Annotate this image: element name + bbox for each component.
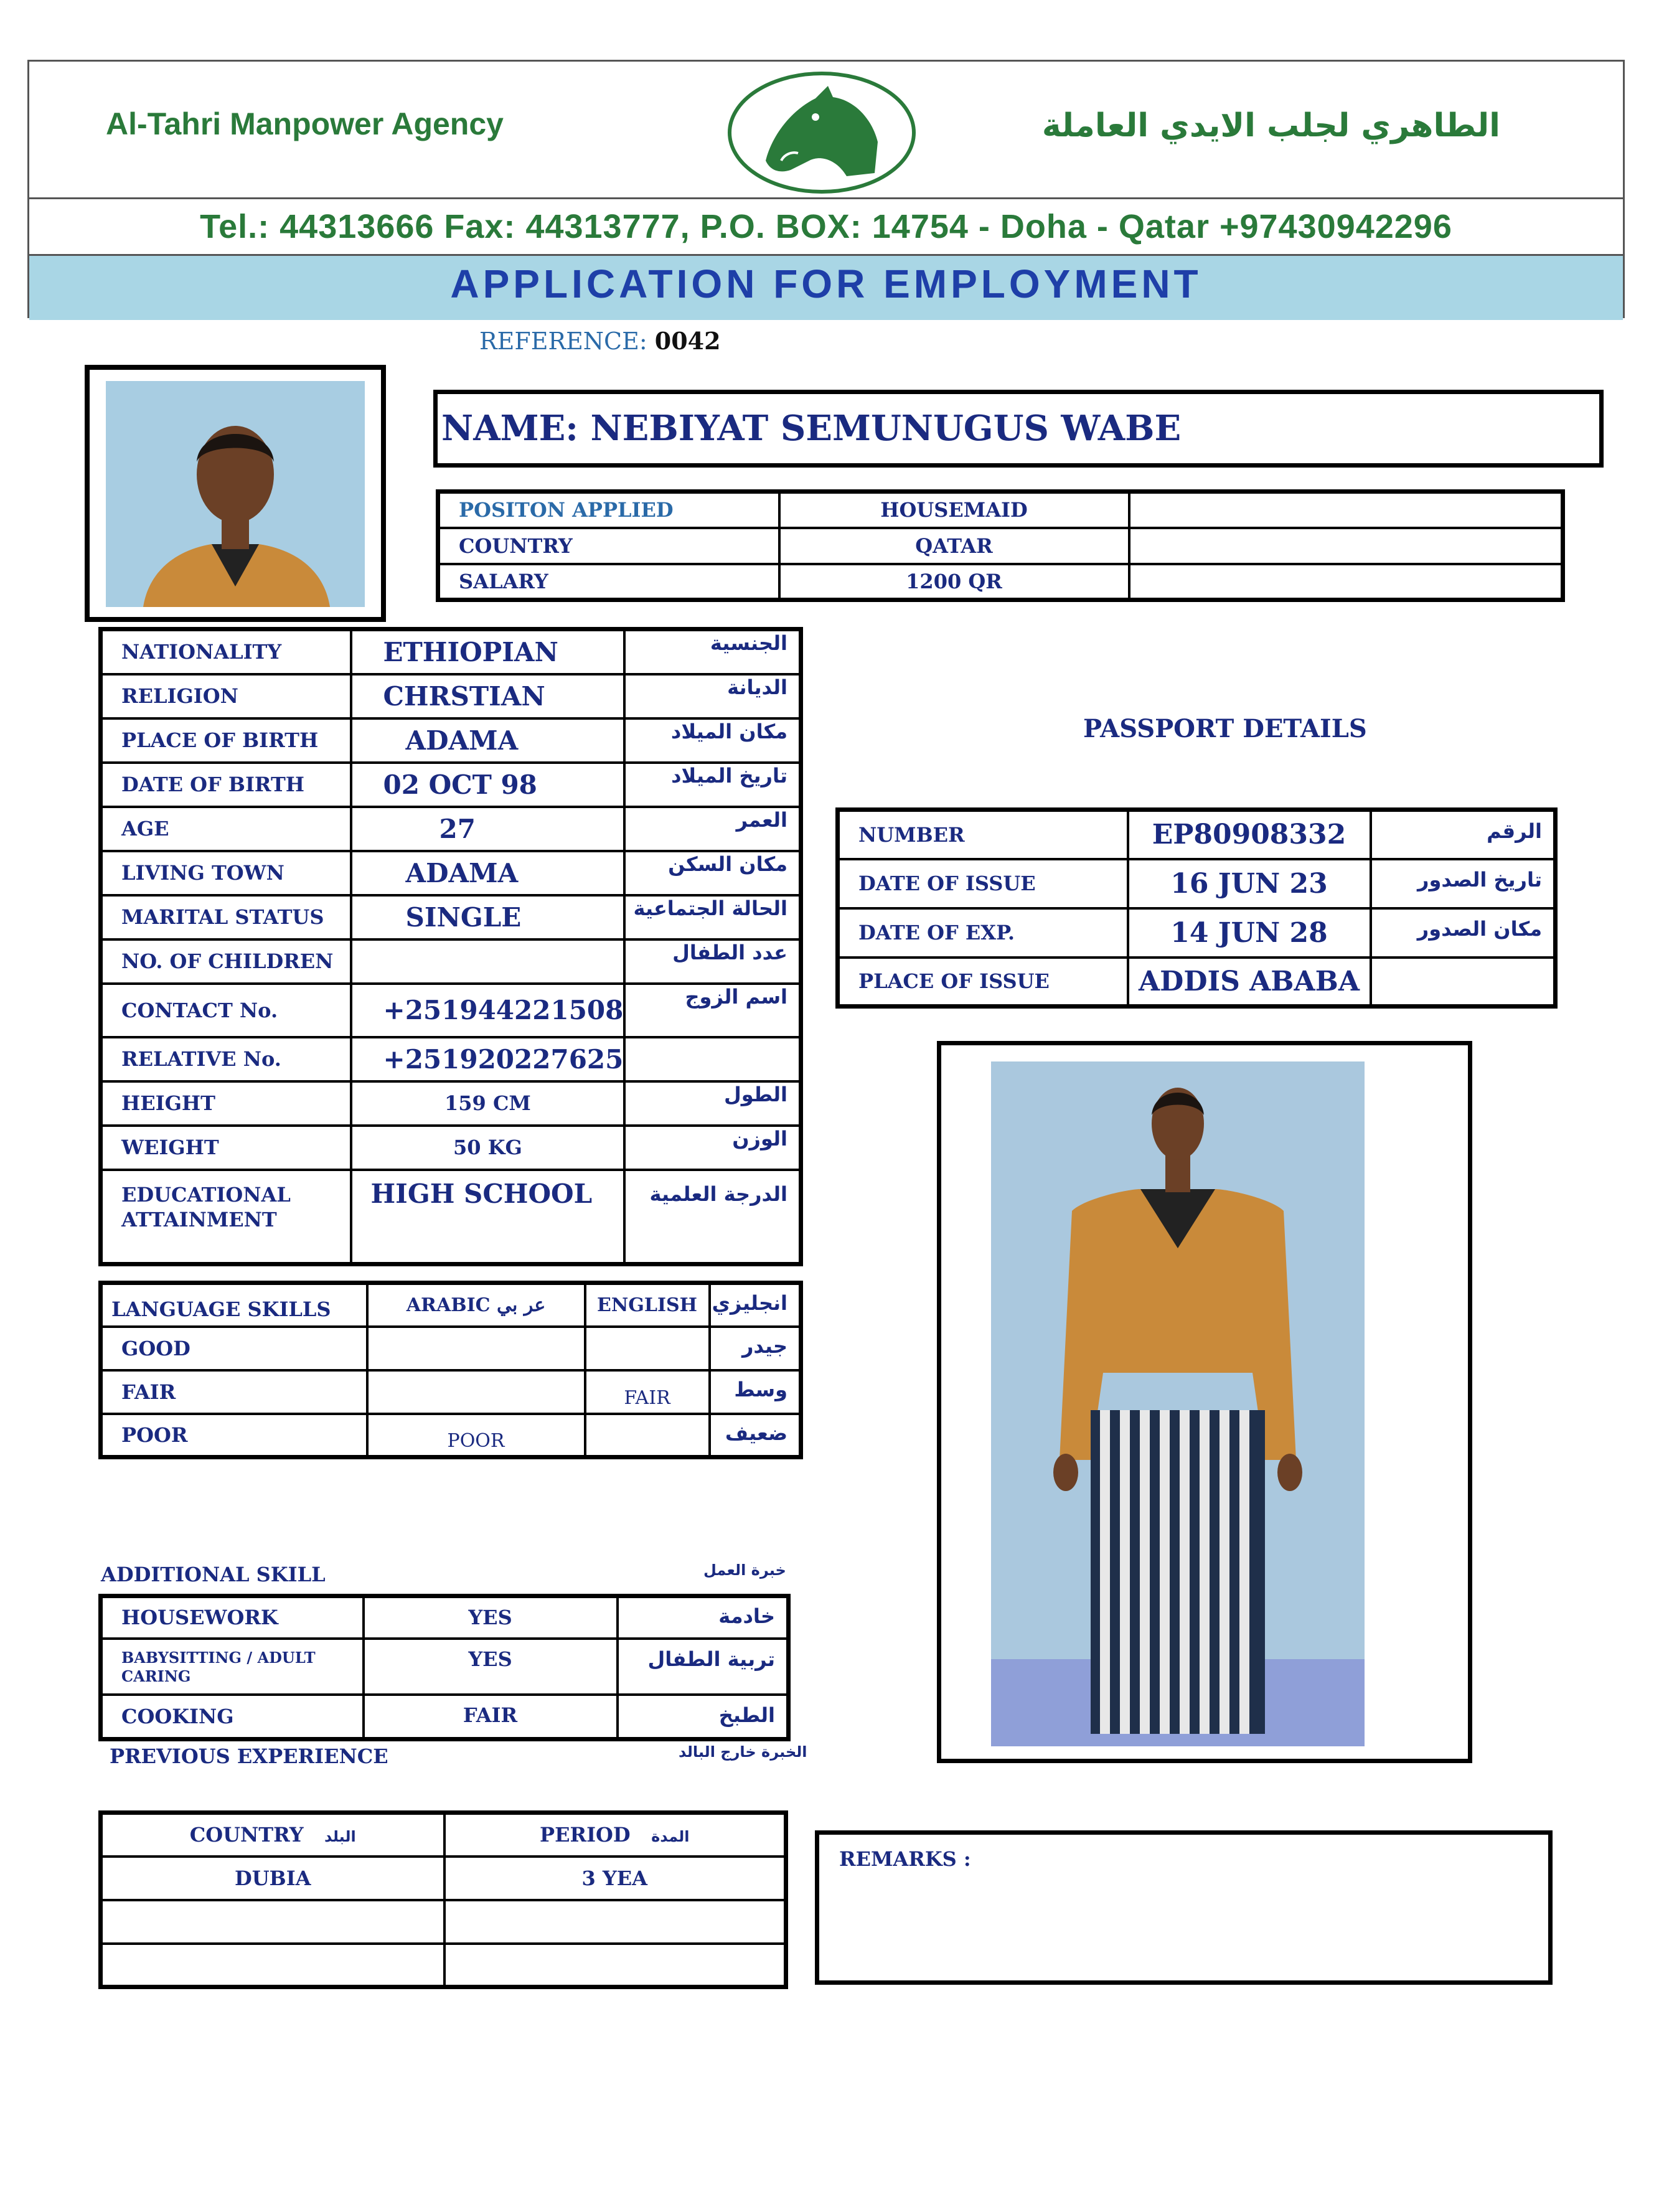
experience-country [101,1944,444,1987]
living-town-value: ADAMA [351,851,625,895]
date-of-birth-value: 02 OCT 98 [351,763,625,807]
remarks-box [815,1830,1553,1985]
experience-header-period [444,1813,786,1857]
additional-skill-title: ADDITIONAL SKILL [101,1563,326,1586]
language-header-label: LANGUAGE SKILLS [101,1283,367,1327]
passport-number-label: NUMBER [838,810,1128,859]
table-row [101,1695,789,1739]
horse-head-logo-icon [722,67,921,198]
table-row [101,1081,801,1126]
personal-details-table [98,627,803,1266]
salary-label: SALARY [438,564,779,600]
language-poor-english [585,1414,710,1457]
nationality-value: ETHIOPIAN [351,629,625,674]
table-row [438,492,1563,528]
position-value: HOUSEMAID [779,492,1129,528]
language-header-arabic: ARABIC عر بي [367,1283,585,1327]
country-label: COUNTRY [438,528,779,564]
table-row [101,674,801,718]
children-ar: عدد الطفال [624,939,801,984]
portrait-photo-frame [85,365,386,622]
language-fair-english: FAIR [585,1370,710,1414]
nationality-label: NATIONALITY [101,629,351,674]
country-extra [1129,528,1563,564]
housework-label: HOUSEWORK [101,1596,364,1639]
babysitting-label-line2: CARING [121,1667,191,1685]
expiry-date-label: DATE OF EXP. [838,908,1128,958]
table-row [101,807,801,851]
housework-ar: خادمة [618,1596,789,1639]
contact-value: +251944221508 [351,984,625,1037]
table-row [838,810,1556,859]
living-town-ar: مكان السكن [624,851,801,895]
date-of-birth-ar: تاريخ الميلاد [624,763,801,807]
name-value: NEBIYAT SEMUNUGUS WABE [590,408,1182,449]
babysitting-ar: تربية الطفال [618,1639,789,1695]
issue-date-ar: تاريخ الصدور [1371,859,1556,908]
language-fair-ar: وسط [710,1370,801,1414]
table-row [101,939,801,984]
experience-country [101,1900,444,1944]
table-row [838,958,1556,1007]
form-title: APPLICATION FOR EMPLOYMENT [29,256,1623,320]
weight-value: 50 KG [351,1126,625,1170]
babysitting-label-line1: BABYSITTING / ADULT [121,1648,316,1667]
religion-ar: الديانة [624,674,801,718]
language-good-arabic [367,1327,585,1370]
table-row [838,908,1556,958]
table-row [101,763,801,807]
applicant-name-box [433,390,1604,468]
religion-label: RELIGION [101,674,351,718]
language-fair-arabic [367,1370,585,1414]
remarks-label: REMARKS : [839,1847,971,1871]
table-row [101,851,801,895]
experience-period-header: PERIOD [540,1823,631,1847]
cooking-label: COOKING [101,1695,364,1739]
language-poor-ar: ضعيف [710,1414,801,1457]
education-label [101,1170,351,1264]
education-label-line1: EDUCATIONAL [121,1182,291,1207]
language-header-english-ar: انجليزي [710,1283,801,1327]
age-label: AGE [101,807,351,851]
weight-label: WEIGHT [101,1126,351,1170]
table-row [101,1944,786,1987]
table-row [101,1370,801,1414]
salary-value: 1200 QR [779,564,1129,600]
language-poor-arabic: POOR [367,1414,585,1457]
previous-experience-title-ar: الخبرة خارج البالد [679,1743,807,1761]
table-row [101,1327,801,1370]
place-of-issue-value: ADDIS ABABA [1128,958,1371,1007]
table-row [438,528,1563,564]
issue-date-label: DATE OF ISSUE [838,859,1128,908]
portrait-photo [106,381,365,607]
experience-period: 3 YEA [444,1857,786,1900]
table-row [101,1857,786,1900]
table-row [101,1126,801,1170]
issue-date-value: 16 JUN 23 [1128,859,1371,908]
place-of-birth-ar: مكان الميلاد [624,718,801,763]
additional-skill-title-ar: خبرة العمل [703,1561,786,1579]
table-row [101,1639,789,1695]
experience-country: DUBIA [101,1857,444,1900]
religion-value: CHRSTIAN [351,674,625,718]
agency-name-ar: الطاهري لجلب الايدي العاملة [1041,107,1500,144]
table-row [101,1170,801,1264]
experience-period [444,1944,786,1987]
experience-table [98,1810,788,1989]
table-row [838,859,1556,908]
table-row [101,1414,801,1457]
cooking-value: FAIR [364,1695,618,1739]
table-row [101,1900,786,1944]
passport-number-ar: الرقم [1371,810,1556,859]
relative-ar [624,1037,801,1081]
language-fair-label: FAIR [101,1370,367,1414]
full-body-photo [991,1061,1365,1746]
passport-table [835,807,1558,1009]
expiry-date-ar: مكان الصدور [1371,908,1556,958]
contact-ar: اسم الزوج [624,984,801,1037]
babysitting-label [101,1639,364,1695]
marital-status-label: MARITAL STATUS [101,895,351,939]
reference-value: 0042 [654,327,721,355]
height-value: 159 CM [351,1081,625,1126]
children-label: NO. OF CHILDREN [101,939,351,984]
passport-title: PASSPORT DETAILS [1083,714,1367,743]
expiry-date-value: 14 JUN 28 [1128,908,1371,958]
nationality-ar: الجنسية [624,629,801,674]
table-row [101,1283,801,1327]
full-body-photo-frame [937,1041,1472,1763]
education-value: HIGH SCHOOL [351,1170,625,1264]
agency-name-en: Al-Tahri Manpower Agency [106,106,504,141]
place-of-birth-label: PLACE OF BIRTH [101,718,351,763]
language-header-english: ENGLISH [585,1283,710,1327]
contact-label: CONTACT No. [101,984,351,1037]
additional-skills-table [98,1594,791,1741]
table-row [101,895,801,939]
cooking-ar: الطبخ [618,1695,789,1739]
contact-line: Tel.: 44313666 Fax: 44313777, P.O. BOX: 14754 - Doha - Qatar +97430942296 [29,199,1623,256]
babysitting-value: YES [364,1639,618,1695]
relative-value: +251920227625 [351,1037,625,1081]
age-value: 27 [351,807,625,851]
position-label: POSITON APPLIED [438,492,779,528]
salary-extra [1129,564,1563,600]
previous-experience-title: PREVIOUS EXPERIENCE [110,1744,388,1768]
place-of-issue-label: PLACE OF ISSUE [838,958,1128,1007]
table-row [438,564,1563,600]
language-good-english [585,1327,710,1370]
position-table [436,489,1565,602]
height-label: HEIGHT [101,1081,351,1126]
place-of-issue-ar [1371,958,1556,1007]
experience-country-header-ar: البلد [324,1828,356,1846]
children-value [351,939,625,984]
table-row [101,1596,789,1639]
housework-value: YES [364,1596,618,1639]
experience-period-header-ar: المدة [651,1828,690,1846]
table-row [101,1813,786,1857]
table-row [101,984,801,1037]
table-row [101,1037,801,1081]
reference-line [479,327,721,355]
experience-header-country [101,1813,444,1857]
relative-label: RELATIVE No. [101,1037,351,1081]
marital-status-value: SINGLE [351,895,625,939]
marital-status-ar: الحالة الجتماعية [624,895,801,939]
living-town-label: LIVING TOWN [101,851,351,895]
age-ar: العمر [624,807,801,851]
education-label-line2: ATTAINMENT [121,1207,277,1231]
position-extra [1129,492,1563,528]
table-row [101,718,801,763]
place-of-birth-value: ADAMA [351,718,625,763]
education-ar: الدرجة العلمية [624,1170,801,1264]
country-value: QATAR [779,528,1129,564]
language-poor-label: POOR [101,1414,367,1457]
name-label: NAME: [441,408,578,449]
language-good-label: GOOD [101,1327,367,1370]
language-skills-table [98,1281,803,1459]
table-row [101,629,801,674]
height-ar: الطول [624,1081,801,1126]
language-good-ar: جيدر [710,1327,801,1370]
date-of-birth-label: DATE OF BIRTH [101,763,351,807]
experience-country-header: COUNTRY [189,1823,304,1847]
reference-label: REFERENCE: [479,327,647,355]
passport-number-value: EP80908332 [1128,810,1371,859]
experience-period [444,1900,786,1944]
weight-ar: الوزن [624,1126,801,1170]
